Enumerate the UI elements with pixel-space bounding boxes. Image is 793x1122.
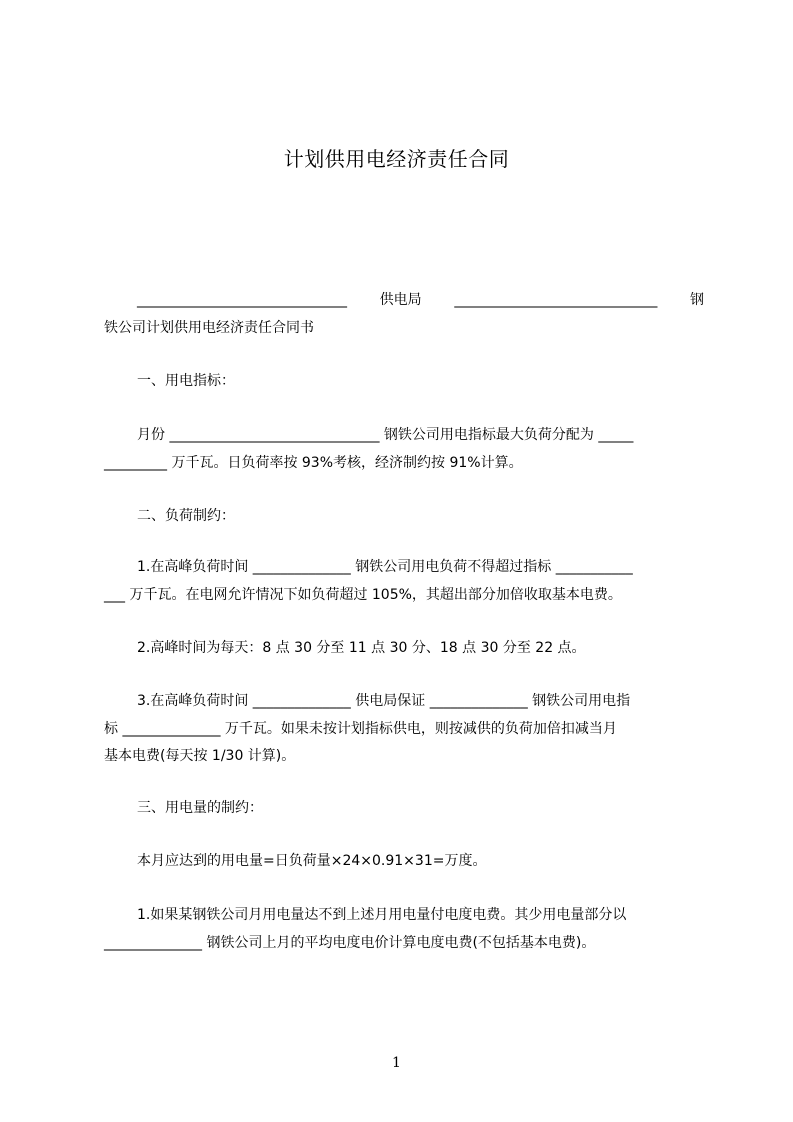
preamble-line-2: 铁公司计划供用电经济责任合同书 [104, 320, 314, 336]
section-2-item-2: 2.高峰时间为每天：8 点 30 分至 11 点 30 分、18 点 30 分至 22 点。 [137, 640, 586, 656]
section-2-item-3-line-2: 标 ______________ 万千瓦。如果未按计划指标供电，则按减供的负荷加倍扣减当月 [104, 721, 617, 737]
section-3-item-1-line-2: ______________ 钢铁公司上月的平均电度电价计算电度电费(不包括基本电费)。 [104, 935, 596, 951]
section-2-heading: 二、负荷制约： [137, 508, 235, 524]
section-2-item-3-line-3: 基本电费(每天按 1/30 计算)。 [104, 748, 296, 764]
section-2-item-1-line-1: 1.在高峰负荷时间 ______________ 钢铁公司用电负荷不得超过指标 ___________ [137, 559, 633, 575]
document-title: 计划供用电经济责任合同 [283, 147, 510, 171]
preamble-text-a: 供电局 [379, 292, 422, 308]
section-3-heading: 三、用电量的制约： [137, 800, 263, 816]
section-1-heading: 一、用电指标： [137, 373, 235, 389]
section-2-item-1-line-2: ___ 万千瓦。在电网允许情况下如负荷超过 105%，其超出部分加倍收取基本电费。 [104, 587, 622, 603]
page-number: 1 [392, 1055, 401, 1071]
preamble-text-b: 钢 [689, 292, 704, 308]
section-1-paragraph-line-1: 月份 ______________________________ 钢铁公司用电指标最大负荷分配为 _____ [137, 427, 634, 443]
preamble-line-1 [137, 290, 704, 310]
section-3-item-1-line-1: 1.如果某钢铁公司月用电量达不到上述月用电量付电度电费。其少用电量部分以 [137, 907, 627, 923]
section-1-paragraph-line-2: _________ 万千瓦。日负荷率按 93%考核，经济制约按 91%计算。 [104, 455, 523, 471]
preamble-blank-a: ______________________________ [137, 292, 347, 308]
preamble-blank-b: _____________________________ [454, 292, 658, 308]
section-2-item-3-line-1: 3.在高峰负荷时间 ______________ 供电局保证 ______________ 钢铁公司用电指 [137, 693, 631, 709]
section-3-formula: 本月应达到的用电量=日负荷量×24×0.91×31=万度。 [137, 853, 487, 869]
